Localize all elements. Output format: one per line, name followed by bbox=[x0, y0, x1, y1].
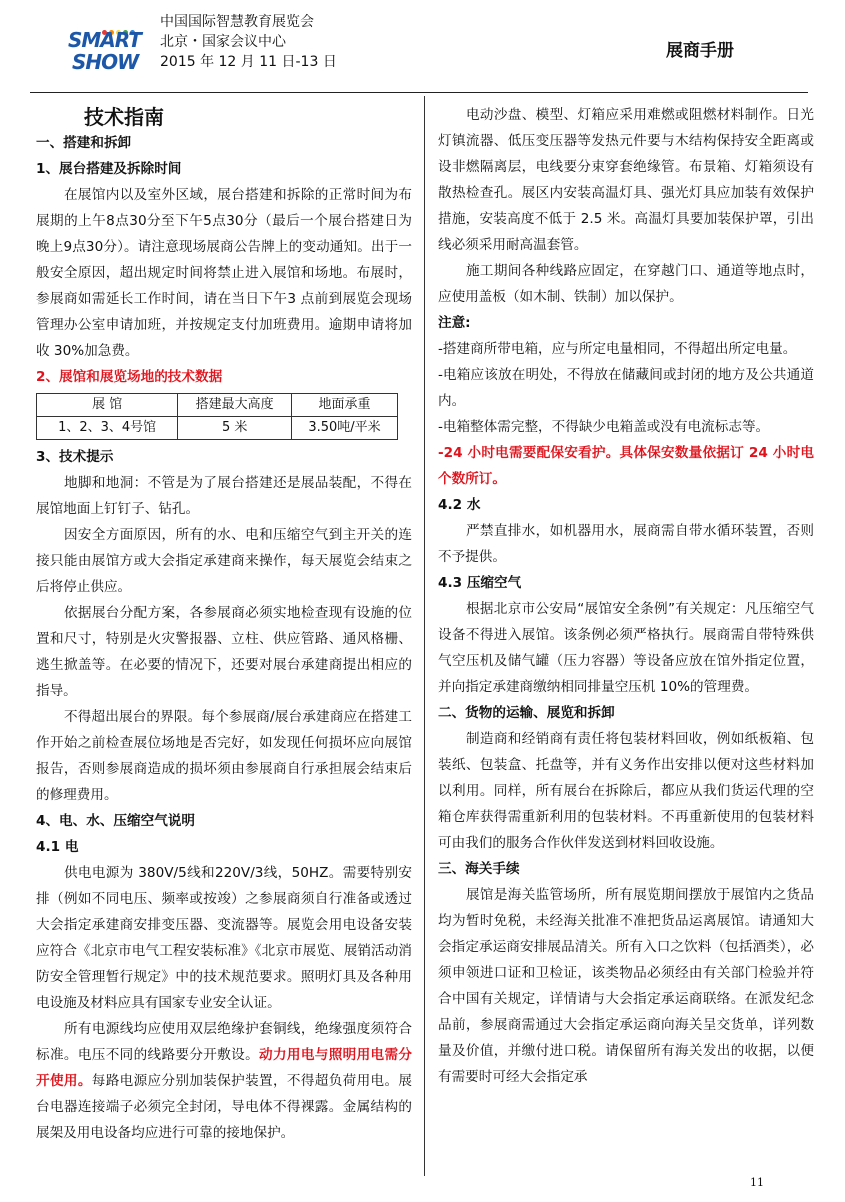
paragraph-utilities: 因安全方面原因，所有的水、电和压缩空气到主开关的连接只能由展馆方或大会指定承建商来操作，每天展览会结束之后将停止供应。 bbox=[36, 527, 412, 595]
paragraph-line-protection: 施工期间各种线路应固定，在穿越门口、通道等地点时，应使用盖板（如木制、铁制）加以保护。 bbox=[438, 263, 814, 305]
table-header-row bbox=[37, 394, 398, 417]
paragraph-boundaries: 不得超出展台的界限。每个参展商/展台承建商应在搭建工作开始之前检查展位场地是否完好，如发现任何损坏应向展馆报告，否则参展商造成的损坏须由参展商自行承担展会结束后的修理费用。 bbox=[36, 709, 412, 803]
table-row bbox=[37, 417, 398, 440]
subsection-heading-1-4: 4、电、水、压缩空气说明 bbox=[36, 813, 195, 829]
hall-spec-table bbox=[36, 393, 398, 440]
paragraph-packaging: 制造商和经销商有责任将包装材料回收，例如纸板箱、包装纸、包装盒、托盘等，并有义务作出安排以便对这些材料加以利用。同样，所有展台在拆除后，都应从我们货运代理的空箱仓库获得需重新利用的包装材料。不再重新使用的包装材料可由我们的服务合作伙伴发送到材料回收设施。 bbox=[438, 731, 814, 851]
paragraph-setup-time: 在展馆内以及室外区域，展台搭建和拆除的正常时间为布展期的上午8点30分至下午5点30分（最后一个展台搭建日为晚上9点30分）。请注意现场展商公告牌上的变动通知。出于一般安全原因，超出规定时间将禁止进入展馆和场地。布展时，参展商如需延长工作时间，请在当日下午3 点前到展览会现场管理办公室申请加班，并按规定支付加班费用。逾期申请将加收 30%加急费。 bbox=[36, 187, 412, 359]
paragraph-power-supply: 供电电源为 380V/5线和220V/3线，50HZ。需要特别安排（例如不同电压、频率或按竣）之参展商须自行准备或透过大会指定承建商安排变压器、变流器等。展览会用电设备安装应符合《北京市电气工程安装标准》《北京市展览、展销活动消防安全管理暂行规定》中的技术规范要求。照明灯具及各种用电设施及材料应具有国家专业安全认证。 bbox=[36, 865, 412, 1011]
manual-title: 展商手册 bbox=[666, 41, 734, 61]
exhibition-name: 中国国际智慧教育展览会 bbox=[160, 14, 314, 30]
subsection-heading-4-3: 4.3 压缩空气 bbox=[438, 575, 522, 591]
table-header-cell: 展 馆 bbox=[37, 394, 178, 417]
table-cell: 1、2、3、4号馆 bbox=[37, 417, 178, 440]
logo-text-show: SHOW bbox=[72, 50, 139, 74]
page-header bbox=[0, 0, 845, 96]
paragraph-wiring bbox=[36, 1016, 412, 1146]
subsection-heading-4-1: 4.1 电 bbox=[36, 839, 79, 855]
page-title: 技术指南 bbox=[84, 105, 164, 129]
exhibition-dates: 2015 年 12 月 11 日-13 日 bbox=[160, 54, 337, 70]
subsection-heading-4-2: 4.2 水 bbox=[438, 497, 481, 513]
note-item: -电箱整体需完整，不得缺少电箱盖或没有电流标志等。 bbox=[438, 419, 770, 435]
column-divider bbox=[424, 96, 425, 1176]
table-header-cell: 搭建最大高度 bbox=[178, 394, 292, 417]
note-item-red: -24 小时电需要配保安看护。具体保安数量依据订 24 小时电个数所订。 bbox=[438, 445, 814, 487]
left-column bbox=[36, 100, 412, 1146]
right-column bbox=[438, 102, 814, 1090]
table-header-cell: 地面承重 bbox=[292, 394, 398, 417]
paragraph-compressed-air: 根据北京市公安局“展馆安全条例”有关规定：凡压缩空气设备不得进入展馆。该条例必须严格执行。展商需自带特殊供气空压机及储气罐（压力容器）等设备应放在馆外指定位置，并向指定承建商缴纳相同排量空压机 10%的管理费。 bbox=[438, 601, 814, 695]
paragraph-floor: 地脚和地洞：不管是为了展台搭建还是展品装配，不得在展馆地面上钉钉子、钻孔。 bbox=[36, 475, 412, 517]
paragraph-inspection: 依据展台分配方案，各参展商必须实地检查现有设施的位置和尺寸，特别是火灾警报器、立柱、供应管路、通风格栅、逃生掀盖等。在必要的情况下，还要对展台承建商提出相应的指导。 bbox=[36, 605, 412, 699]
note-item: -电箱应该放在明处，不得放在储藏间或封闭的地方及公共通道内。 bbox=[438, 367, 814, 409]
wiring-warning-red: 动力用电与照明用电需分开使用。 bbox=[36, 1047, 413, 1089]
section-heading-1: 一、搭建和拆卸 bbox=[36, 135, 132, 151]
section-heading-3: 三、海关手续 bbox=[438, 861, 520, 877]
smart-show-logo bbox=[62, 20, 152, 82]
section-heading-2: 二、货物的运输、展览和拆卸 bbox=[438, 705, 615, 721]
paragraph-water: 严禁直排水，如机器用水，展商需自带水循环装置，否则不予提供。 bbox=[438, 523, 814, 565]
header-rule bbox=[30, 92, 808, 93]
note-label: 注意: bbox=[438, 315, 471, 331]
paragraph-materials: 电动沙盘、模型、灯箱应采用难燃或阻燃材料制作。日光灯镇流器、低压变压器等发热元件要与木结构保持安全距离或设非燃隔离层，电线要分束穿套绝缘管。布景箱、灯箱须设有散热检查孔。展区内安装高温灯具、强光灯具应加装有效保护措施，安装高度不低于 2.5 米。高温灯具要加装保护罩，引出线必须采用耐高温套管。 bbox=[438, 107, 814, 253]
table-cell: 3.50吨/平米 bbox=[292, 417, 398, 440]
subsection-heading-1-2: 2、展馆和展览场地的技术数据 bbox=[36, 369, 223, 385]
exhibition-venue: 北京・国家会议中心 bbox=[160, 34, 286, 50]
note-item: -搭建商所带电箱，应与所定电量相同，不得超出所定电量。 bbox=[438, 341, 797, 357]
paragraph-customs: 展馆是海关监管场所，所有展览期间摆放于展馆内之货品均为暂时免税，未经海关批准不准把货品运离展馆。请通知大会指定承运商安排展品清关。所有入口之饮料（包括酒类），必须申领进口证和卫检证，该类物品必须经由有关部门检验并符合中国有关规定，详情请与大会指定承运商联络。在派发纪念品前，参展商需通过大会指定承运商向海关呈交货单，详列数量及价值，并缴付进口税。请保留所有海关发出的收据，以便有需要时可经大会指定承 bbox=[438, 887, 814, 1085]
wiring-text-a: 所有电源线均应使用双层绝缘护套铜线，绝缘强度须符合标准。电压不同的线路要分开敷设。 bbox=[36, 1021, 412, 1063]
subsection-heading-1-3: 3、技术提示 bbox=[36, 449, 114, 465]
wiring-text-b: 每路电源应分别加装保护装置，不得超负荷用电。展台电器连接端子必须完全封闭，导电体不得裸露。金属结构的展架及用电设备均应进行可靠的接地保护。 bbox=[36, 1073, 413, 1141]
table-cell: 5 米 bbox=[178, 417, 292, 440]
subsection-heading-1-1: 1、展台搭建及拆除时间 bbox=[36, 161, 182, 177]
exhibition-info bbox=[160, 12, 337, 72]
page-number: 11 bbox=[750, 1176, 764, 1189]
logo-text-smart: SMART bbox=[68, 28, 141, 52]
